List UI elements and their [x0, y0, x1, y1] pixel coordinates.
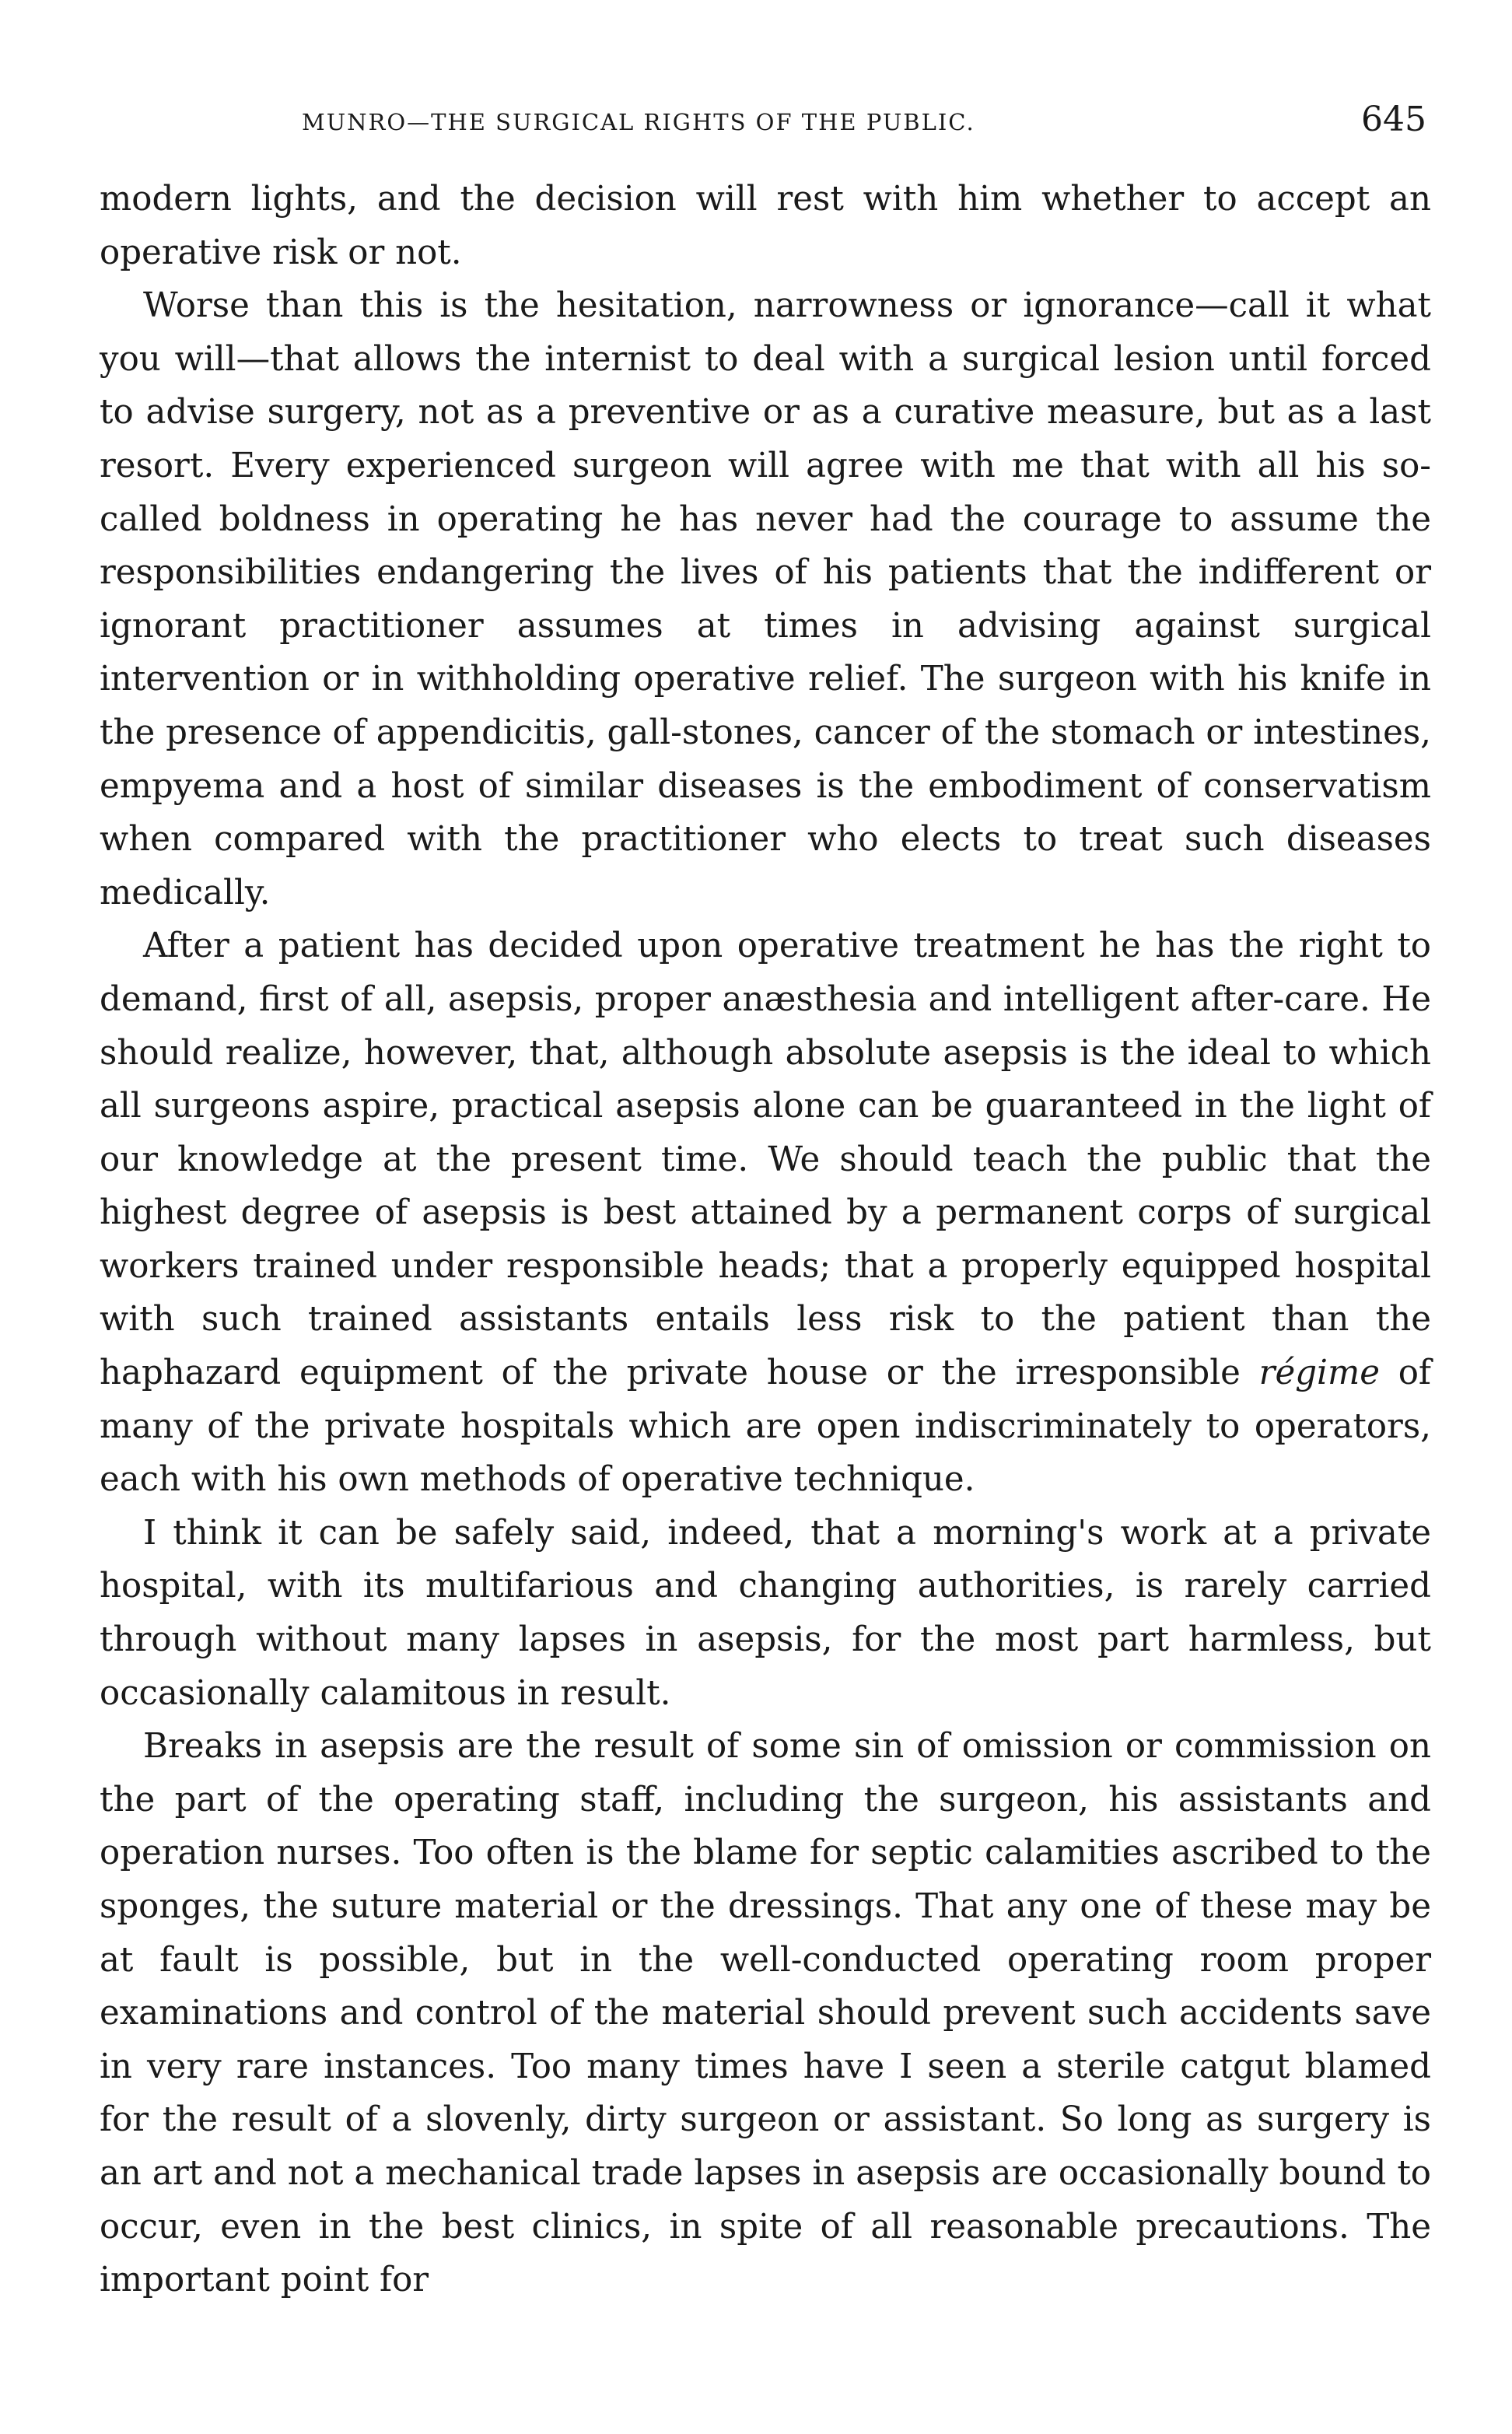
- body-text: [100, 173, 1431, 2307]
- running-title: MUNRO—THE SURGICAL RIGHTS OF THE PUBLIC.: [302, 109, 975, 135]
- page-number: 645: [1361, 100, 1426, 139]
- running-head: [100, 100, 1431, 154]
- paragraph-text-after-italic: of many of the private hospitals which are open indiscriminately to operators, each with his own methods of operative technique.: [100, 1354, 1432, 1500]
- italic-word: régime: [1258, 1354, 1380, 1393]
- paragraph-continuation: modern lights, and the decision will rest with him whether to accept an operative risk or not.: [100, 180, 1431, 272]
- paragraph-breaks-in-asepsis: Breaks in asepsis are the result of some sin of omission or commission on the part of the operating staff, including the surgeon, his assistants and operation nurses. Too often is the blame for septic calamities ascribed to the sponges, the suture material or the dressings. That any one of these may be at fault is possible, but in the well-conducted operating room proper examinations and control of the material should prevent such accidents save in very rare instances. Too many times have I seen a sterile catgut blamed for the result of a slovenly, dirty surgeon or assistant. So long as surgery is an art and not a mechanical trade lapses in asepsis are occasionally bound to occur, even in the best clinics, in spite of all reasonable precautions. The important point for: [100, 1727, 1431, 2300]
- paragraph-asepsis-rights: [100, 919, 1431, 1507]
- paragraph-text-before-italic: After a patient has decided upon operative treatment he has the right to demand, first of all, asepsis, proper anæsthesia and intelligent after-care. He should realize, however, that, although absolute asepsis is the ideal to which all surgeons aspire, practical asepsis alone can be guaranteed in the light of our knowledge at the present time. We should teach the public that the highest degree of asepsis is best attained by a permanent corps of surgical workers trained under responsible heads; that a properly equipped hospital with such trained assistants entails less risk to the patient than the haphazard equipment of the private house or the irresponsible: [100, 926, 1431, 1393]
- book-page: [100, 100, 1431, 2307]
- paragraph-private-hospital: I think it can be safely said, indeed, that a morning's work at a private hospital, with its multifarious and changing authorities, is rarely carried through without many lapses in asepsis, for the most part harmless, but occasionally calamitous in result.: [100, 1513, 1431, 1713]
- paragraph-hesitation: Worse than this is the hesitation, narrowness or ignorance—call it what you will—that allows the internist to deal with a surgical lesion until forced to advise surgery, not as a preventive or as a curative measure, but as a last resort. Every experienced surgeon will agree with me that with all his so-called boldness in operating he has never had the courage to assume the responsibilities endangering the lives of his patients that the indifferent or ignorant practitioner assumes at times in advising against surgical intervention or in withholding operative relief. The surgeon with his knife in the presence of appendicitis, gall-stones, cancer of the stomach or intestines, empyema and a host of similar diseases is the embodiment of conservatism when compared with the practitioner who elects to treat such diseases medically.: [100, 286, 1431, 912]
